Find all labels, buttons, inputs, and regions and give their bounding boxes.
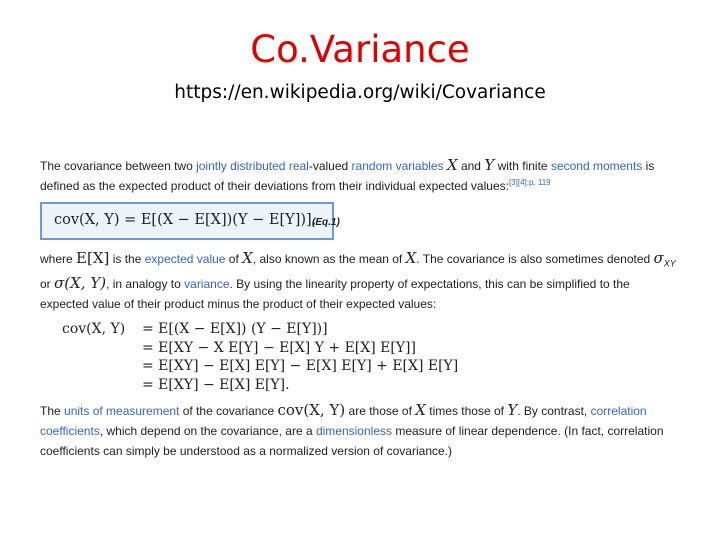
link-dimensionless[interactable]: dimensionless xyxy=(315,424,392,439)
derivation-rhs: = E[XY] − E[X] E[Y] − E[X] E[Y] + E[X] E[Y] xyxy=(142,358,459,375)
math-x: X xyxy=(405,249,417,267)
derivation-rhs: = E[XY] − E[X] E[Y]. xyxy=(142,376,290,393)
link-expected-value[interactable]: expected value xyxy=(144,252,226,266)
text: . By using the linearity property of expectations, this can be simplified to the expected value of their product minus the product of their expected values: xyxy=(40,277,630,312)
text: are those of xyxy=(345,404,416,419)
paragraph-notation xyxy=(40,248,680,314)
equation-box xyxy=(40,202,340,240)
text: -valued xyxy=(308,159,352,173)
text: is the xyxy=(109,252,145,266)
math-x: X xyxy=(446,156,458,174)
slide-title: Co.Variance xyxy=(250,28,470,71)
text: , in analogy to xyxy=(106,277,185,292)
derivation-rhs: = E[XY − X E[Y] − E[X] Y + E[X] E[Y]] xyxy=(142,339,416,356)
text: , also known as the mean of xyxy=(252,252,406,266)
text: . The covariance is also sometimes denoted xyxy=(416,252,654,266)
text: times those of xyxy=(425,404,508,419)
derivation xyxy=(62,320,680,394)
math-y: Y xyxy=(484,156,495,174)
link-real[interactable]: real xyxy=(288,159,309,173)
math-x: X xyxy=(415,401,426,420)
derivation-line xyxy=(62,339,680,358)
derivation-line xyxy=(62,320,680,339)
derivation-lhs: cov(X, Y) xyxy=(62,321,126,338)
equation-label: (Eq.1) xyxy=(312,217,340,228)
paragraph-definition xyxy=(40,155,680,196)
derivation-line xyxy=(62,376,680,395)
math-ex: E[X] xyxy=(76,249,110,267)
wikipedia-excerpt xyxy=(40,155,680,461)
text: and xyxy=(457,159,485,173)
text: of the covariance xyxy=(179,404,278,419)
derivation-line xyxy=(62,357,680,376)
equation-1: cov(X, Y) = E[(X − E[X])(Y − E[Y])], xyxy=(54,212,317,228)
math-y: Y xyxy=(507,401,518,420)
math-cov: cov(X, Y) xyxy=(277,401,346,420)
paragraph-units xyxy=(40,400,680,461)
text: or xyxy=(40,277,55,292)
derivation-rhs: = E[(X − E[X]) (Y − E[Y])] xyxy=(142,321,328,338)
text: measure of linear dependence. (In fact, correlation coefficients can simply be understood as a normalized version of covariance.) xyxy=(40,424,664,459)
link-jointly-distributed[interactable]: jointly distributed xyxy=(196,159,286,173)
math-sigma: σ xyxy=(653,249,664,267)
text: with finite xyxy=(494,159,551,173)
link-random-variables[interactable]: random variables xyxy=(351,159,444,173)
footnote-reference[interactable]: [3][4]:p. 119 xyxy=(508,178,551,187)
math-sigma-subscript: XY xyxy=(663,258,676,269)
link-variance[interactable]: variance xyxy=(184,277,230,292)
math-sigma-xy: σ(X, Y) xyxy=(54,274,107,293)
math-x: X xyxy=(242,249,253,267)
link-second-moments[interactable]: second moments xyxy=(550,159,643,173)
text: The xyxy=(40,404,65,419)
source-url: https://en.wikipedia.org/wiki/Covariance xyxy=(174,82,546,103)
text: , which depend on the covariance, are a xyxy=(99,424,316,439)
link-correlation-coefficients[interactable]: correlation coefficients xyxy=(40,404,647,439)
text: is defined as the expected product of their deviations from their individual expected values: xyxy=(40,159,655,193)
text: The covariance between two xyxy=(40,159,197,173)
text: of xyxy=(225,252,243,266)
text: where xyxy=(40,252,77,266)
link-units-of-measurement[interactable]: units of measurement xyxy=(64,404,180,419)
text: . By contrast, xyxy=(517,404,591,419)
